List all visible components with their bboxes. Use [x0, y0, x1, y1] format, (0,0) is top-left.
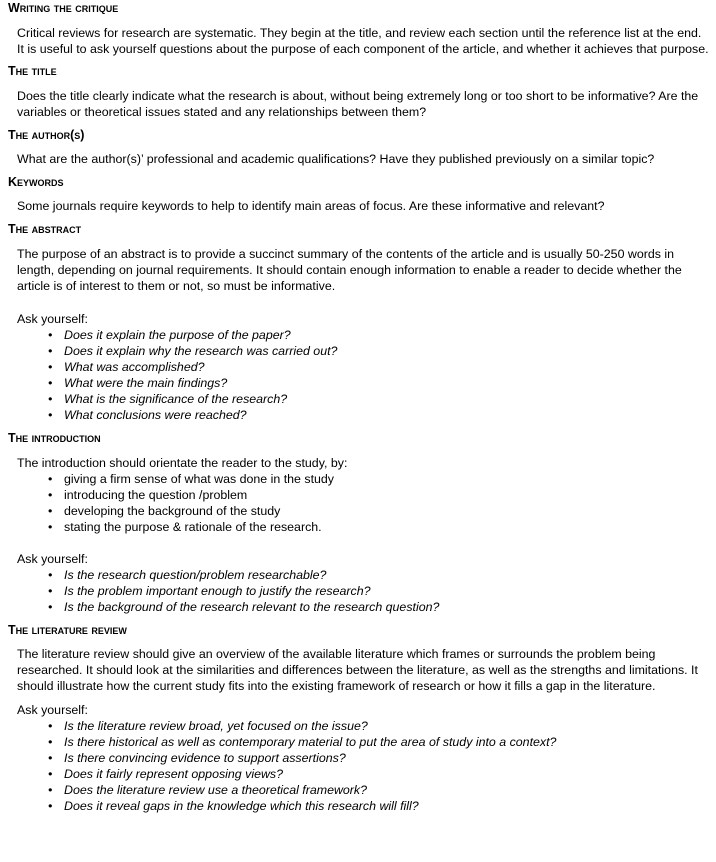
literature-question-list — [48, 718, 710, 814]
list-item: • Is there convincing evidence to support assertions? — [48, 750, 710, 766]
section-heading-abstract: The abstract — [8, 222, 82, 236]
section-heading-literature: The literature review — [8, 623, 127, 637]
list-item: • introducing the question /problem — [48, 487, 710, 503]
list-item: • Is the research question/problem researchable? — [48, 567, 710, 583]
introduction-points-list — [48, 471, 710, 535]
section-heading-authors: The author(s) — [8, 128, 85, 142]
list-item: • Is there historical as well as contemporary material to put the area of study into a context? — [48, 734, 710, 750]
list-item: • Does it fairly represent opposing views? — [48, 766, 710, 782]
abstract-question-list — [48, 327, 710, 423]
list-item: • What were the main findings? — [48, 375, 710, 391]
list-item: • developing the background of the study — [48, 503, 710, 519]
list-item: • Does it explain why the research was carried out? — [48, 343, 710, 359]
list-item: • Does the literature review use a theoretical framework? — [48, 782, 710, 798]
list-item: • Is the literature review broad, yet focused on the issue? — [48, 718, 710, 734]
keywords-paragraph: Some journals require keywords to help to identify main areas of focus. Are these informative and relevant? — [17, 199, 605, 213]
list-item: • giving a firm sense of what was done in the study — [48, 471, 710, 487]
abstract-ask-label: Ask yourself: — [17, 312, 88, 326]
literature-paragraph: The literature review should give an overview of the available literature which frames or surrounds the problem being researched. It should look at the similarities and differences between the literature, as well as the strengths and limitations. It should illustrate how the current study fits into the existing framework of research or how it fills a gap in the literature. — [17, 647, 698, 693]
list-item: • stating the purpose & rationale of the research. — [48, 519, 710, 535]
section-heading-introduction: The introduction — [8, 431, 101, 445]
literature-ask-label: Ask yourself: — [17, 703, 88, 717]
list-item: • What is the significance of the research? — [48, 391, 710, 407]
section-heading-keywords: Keywords — [8, 175, 64, 189]
list-item: • What conclusions were reached? — [48, 407, 710, 423]
abstract-paragraph: The purpose of an abstract is to provide a succinct summary of the contents of the article and is usually 50-250 words in length, depending on journal requirements. It should contain enough information to enable a reader to decide whether the article is of interest to them or not, so must be informative. — [17, 247, 682, 293]
list-item: • Does it explain the purpose of the paper? — [48, 327, 710, 343]
section-heading-writing: Writing the critique — [8, 1, 119, 15]
list-item: • Is the problem important enough to justify the research? — [48, 583, 710, 599]
section-heading-title: The title — [8, 64, 57, 78]
list-item: • Is the background of the research relevant to the research question? — [48, 599, 710, 615]
list-item: • Does it reveal gaps in the knowledge which this research will fill? — [48, 798, 710, 814]
introduction-question-list — [48, 567, 710, 615]
document-page — [0, 1, 716, 814]
writing-paragraph: Critical reviews for research are systematic. They begin at the title, and review each section until the reference list at the end. It is useful to ask yourself questions about the purpose of each component of the article, and whether it achieves that purpose. — [17, 26, 709, 56]
introduction-ask-label: Ask yourself: — [17, 552, 88, 566]
title-paragraph: Does the title clearly indicate what the research is about, without being extremely long or too short to be informative? Are the variables or theoretical issues stated and any relationships between them? — [17, 89, 699, 119]
introduction-paragraph: The introduction should orientate the reader to the study, by: — [17, 456, 348, 470]
authors-paragraph: What are the author(s)’ professional and academic qualifications? Have they published previously on a similar topic? — [17, 152, 655, 166]
list-item: • What was accomplished? — [48, 359, 710, 375]
